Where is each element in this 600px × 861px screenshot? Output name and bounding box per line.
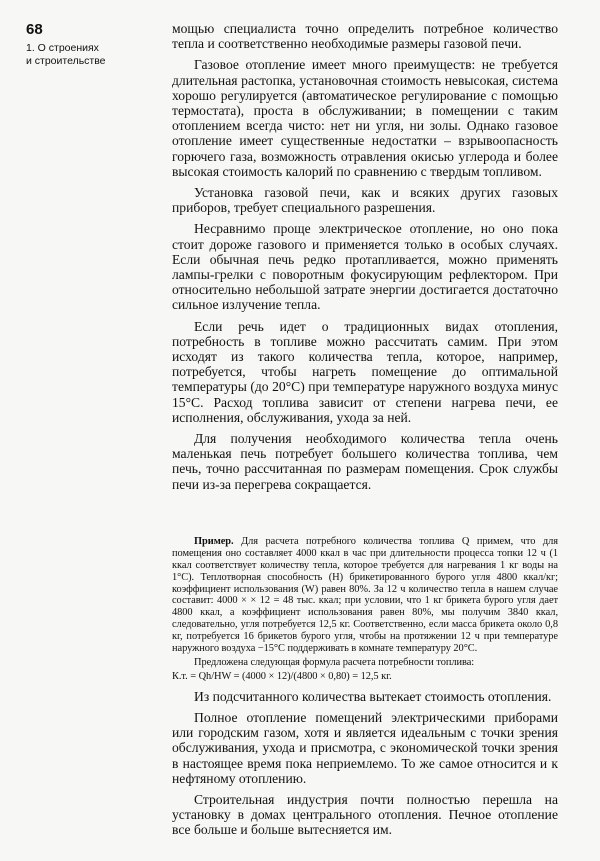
example-block xyxy=(172,536,558,683)
section-label-line1: 1. О строениях xyxy=(26,42,99,54)
paragraph-gas-heating: Газовое отопление имеет много преимуществ: не требуется длительная растопка, установочная стоимость невысокая, система хорошо регулируется (автоматическое регулирование с помощью термостата), проста в обслуживании; в помещении с таким отоплением всегда чисто: нет ни угля, ни золы. Однако газовое отопление имеет существенные недостатки – взрывоопасность горючего газа, возможность отравления окисью углерода и более высокая стоимость калорий по сравнению с твердым топливом. xyxy=(172,57,558,179)
example-paragraph xyxy=(172,536,558,655)
section-label-line2: и строительстве xyxy=(26,55,106,67)
main-text-column xyxy=(172,21,558,838)
example-body: Для расчета потребного количества топлива Q примем, что для помещения оно составляет 4000 ккал в час при длительности процесса топки 12 ч (1 ккал соответствует количеству тепла, которое требуется для нагревания 1 кг воды на 1°C). Теплотворная способность (H) брикетированного бурого угля 4800 ккал/кг; коэффициент использования (W) равен 80%. За 12 ч количество тепла в нашем случае составит: 4000 × × 12 = 48 тыс. ккал; при условии, что 1 кг брикета бурого угля дает 4800 ккал, а коэффициент использования равен 80%, мы получим 3840 ккал, следовательно, угля потребуется 12,5 кг. Соответственно, если масса брикета около 0,8 кг, потребуется 16 брикетов бурого угля, чтобы на протяжении 12 ч при температуре наружного воздуха −15°C поддерживать в комнате температуру 20°C. xyxy=(172,535,558,655)
paragraph-electric-heating: Несравнимо проще электрическое отопление, но оно пока стоит дороже газового и применяется только в особых случаях. Если обычная печь редко протапливается, можно применять лампы-грелки с поворотным фокусирующим рефлектором. При относительно небольшой затрате энергии достигается достаточно сильное излучение тепла. xyxy=(172,221,558,313)
example-title: Пример. xyxy=(194,535,234,547)
example-formula: К.т. = Qh/HW = (4000 × 12)/(4800 × 0,80) = 12,5 кг. xyxy=(172,670,392,682)
paragraph-fuel-demand: Если речь идет о традиционных видах отопления, потребность в топливе можно рассчитать самим. При этом исходят из такого количества тепла, которое, например, потребуется, чтобы нагреть помещение до оптимальной температуры (до 20°C) при температуре наружного воздуха минус 15°C. Расход топлива зависит от степени нагрева печи, ее исполнения, обслуживания, ухода за ней. xyxy=(172,318,558,425)
paragraph-full-heating: Полное отопление помещений электрическими приборами или городским газом, хотя и является идеальным с точки зрения обслуживания, ухода и присмотра, с экономической точки зрения в настоящее время пока неприемлемо. То же самое относится и к нефтяному отоплению. xyxy=(172,709,558,786)
example-formula-intro: Предложена следующая формула расчета потребности топлива: xyxy=(194,656,475,668)
paragraph-continued: мощью специалиста точно определить потребное количество тепла и соответственно необходимые размеры газовой печи. xyxy=(172,21,558,52)
paragraph-gas-stove-permit: Установка газовой печи, как и всяких других газовых приборов, требует специального разрешения. xyxy=(172,185,558,216)
paragraph-central-heating: Строительная индустрия почти полностью перешла на установку в домах центрального отопления. Печное отопление все больше и больше вытесняется им. xyxy=(172,791,558,838)
page-number: 68 xyxy=(26,21,43,38)
paragraph-small-stove: Для получения необходимого количества тепла очень маленькая печь потребует большего количества топлива, чем печь, точно рассчитанная по размерам помещения. Срок службы печи из-за перегрева сокращается. xyxy=(172,431,558,492)
section-label xyxy=(26,42,146,68)
paragraph-cost: Из подсчитанного количества вытекает стоимость отопления. xyxy=(194,688,552,704)
